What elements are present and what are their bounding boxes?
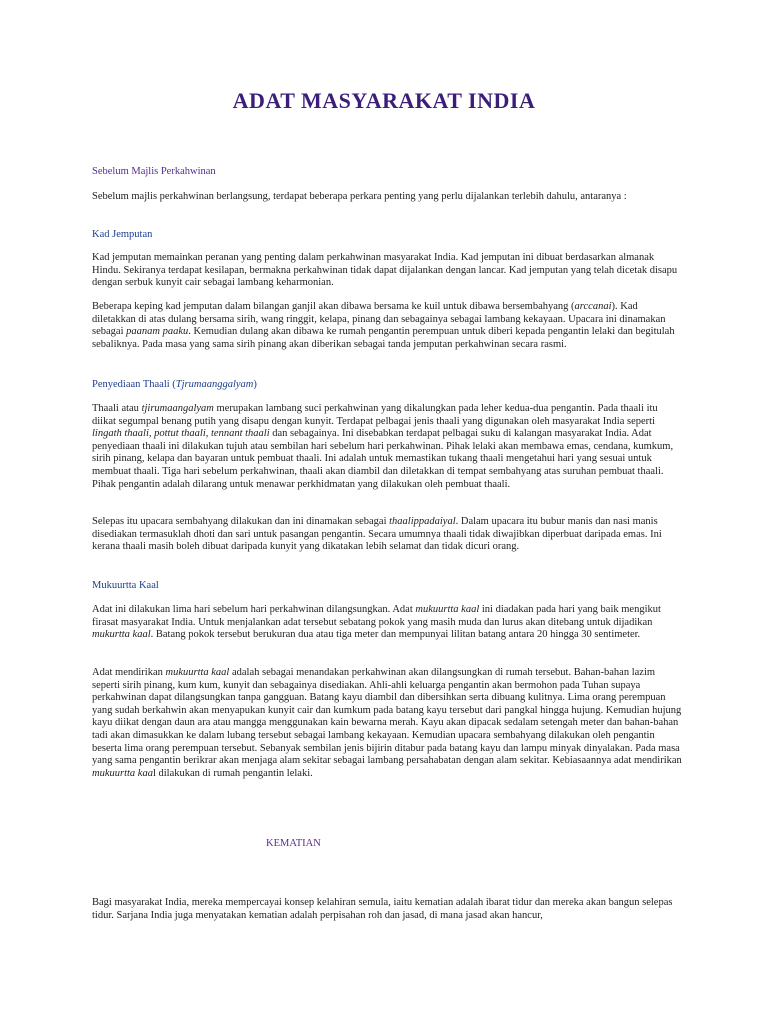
heading-sebelum-majlis: Sebelum Majlis Perkahwinan — [92, 166, 216, 177]
paragraph-mukuurtta-1: Adat ini dilakukan lima hari sebelum hari perkahwinan dilangsungkan. Adat mukuurtta kaal ini diadakan pada hari yang baik mengikut firasat masyarakat India. Untuk menjalankan adat tersebut sebatang pokok yang masih muda dan lurus akan ditebang untuk dijadikan mukurtta kaal. Batang pokok tersebut berukuran dua atau tiga meter dan mempunyai lilitan batang antara 20 hingga 30 sentimeter. — [92, 604, 661, 641]
paragraph-kad-jemputan-1: Kad jemputan memainkan peranan yang penting dalam perkahwinan masyarakat India. Kad jemputan ini dibuat berdasarkan almanak Hindu. Sekiranya terdapat kesilapan, bermakna perkahwinan tidak dapat dijalankan dengan lancar. Kad jemputan yang telah dicetak disapu dengan serbuk kunyit cair sebagai lambang keharmonian. — [92, 252, 678, 289]
heading-mukuurtta-kaal: Mukuurtta Kaal — [92, 580, 159, 591]
heading-penyediaan-thaali: Penyediaan Thaali (Tjrumaanggalyam) — [92, 379, 257, 390]
heading-kad-jemputan: Kad Jemputan — [92, 229, 153, 240]
paragraph-thaali-2: Selepas itu upacara sembahyang dilakukan dan ini dinamakan sebagai thaalippadaiyal. Dalam upacara itu bubur manis dan nasi manis disediakan termasuklah dhoti dan sari untuk pasangan pengantin. Secara umumnya thaali tidak diwajibkan diperbuat daripada emas. Ini kerana thaali masih boleh dibuat daripada kunyit yang dikatakan lebih selamat dan tidak dicuri orang. — [92, 516, 662, 553]
paragraph-kematian: Bagi masyarakat India, mereka mempercayai konsep kelahiran semula, iaitu kematian adalah ibarat tidur dan mereka akan bangun selepas tidur. Sarjana India juga menyatakan kematian adalah perpisahan roh dan jasad, di mana jasad akan hancur, — [92, 897, 673, 921]
paragraph-thaali-1: Thaali atau tjirumaangalyam merupakan lambang suci perkahwinan yang dikalungkan pada leher kedua-dua pengantin. Pada thaali itu diikat segumpal benang putih yang disapu dengan kunyit. Terdapat pelbagai jenis thaali yang digunakan oleh masyarakat India seperti lingath thaali, pottut thaali, tennant thaali dan sebagainya. Ini disebabkan terdapat pelbagai suku di kalangan masyarakat India. Adat penyediaan thaali ini dilakukan tujuh atau sembilan hari sebelum hari perkahwinan. Pihak lelaki akan membawa emas, cendana, kumkum, sirih pinang, kelapa dan bayaran untuk pembuat thaali. Ini adalah untuk memastikan tukang thaali mengetahui hari yang sesuai untuk membuat thaali. Tiga hari sebelum perkahwinan, thaali akan diambil dan diletakkan di tempat sembahyang atas suruhan pembuat thaali. Pihak pengantin adalah dilarang untuk menawar perkhidmatan yang dilakukan oleh pembuat thaali. — [92, 403, 674, 490]
heading-kematian: KEMATIAN — [266, 838, 321, 849]
paragraph-mukuurtta-2: Adat mendirikan mukuurtta kaal adalah sebagai menandakan perkahwinan akan dilangsungkan di rumah tersebut. Bahan-bahan lazim seperti sirih pinang, kum kum, kunyit dan sebagainya disediakan. Ahli-ahli keluarga pengantin akan bermohon pada Tuhan supaya perkahwinan dapat dilangsungkan tanpa gangguan. Batang kayu diambil dan dibersihkan serta dibuang kulitnya. Lima orang perempuan yang sudah berkahwin akan menyapukan kunyit cair dan kumkum pada batang kayu tersebut dari pangkal hingga hujung. Kemudian hujung kayu diikat dengan daun ara atau mangga menggunakan kain bewarna merah. Kayu akan dipacak sedalam setengah meter dan bahan-bahan tadi akan dimasukkan ke dalam lubang tersebut sebagai lambang kekayaan. Kemudian upacara sembahyang dilakukan oleh pengantin beserta lima orang perempuan tersebut. Sebanyak sembilan jenis bijirin ditabur pada batang kayu dan lampu minyak dinyalakan. Pada masa yang sama pengantin berikrar akan menjaga alam sekitar sebagai lambang persahabatan dengan alam sekitar. Kebiasaannya adat mendirikan mukuurtta kaal dilakukan di rumah pengantin lelaki. — [92, 667, 682, 779]
document-title: ADAT MASYARAKAT INDIA — [232, 88, 536, 113]
paragraph-kad-jemputan-2: Beberapa keping kad jemputan dalam bilangan ganjil akan dibawa bersama ke kuil untuk dibawa bersembahyang (arccanai). Kad diletakkan di atas dulang bersama sirih, wang ringgit, kelapa, pinang dan sebagainya sebagai lambang kekayaan. Upacara ini dinamakan sebagai paanam paaku. Kemudian dulang akan dibawa ke rumah pengantin perempuan untuk diberi kepada pengantin lelaki dan begitulah sebaliknya. Pada masa yang sama sirih pinang akan diberikan sebagai tanda jemputan perkahwinan secara rasmi. — [92, 301, 675, 350]
paragraph-sebelum-majlis: Sebelum majlis perkahwinan berlangsung, terdapat beberapa perkara penting yang perlu dijalankan terlebih dahulu, antaranya : — [92, 191, 627, 202]
